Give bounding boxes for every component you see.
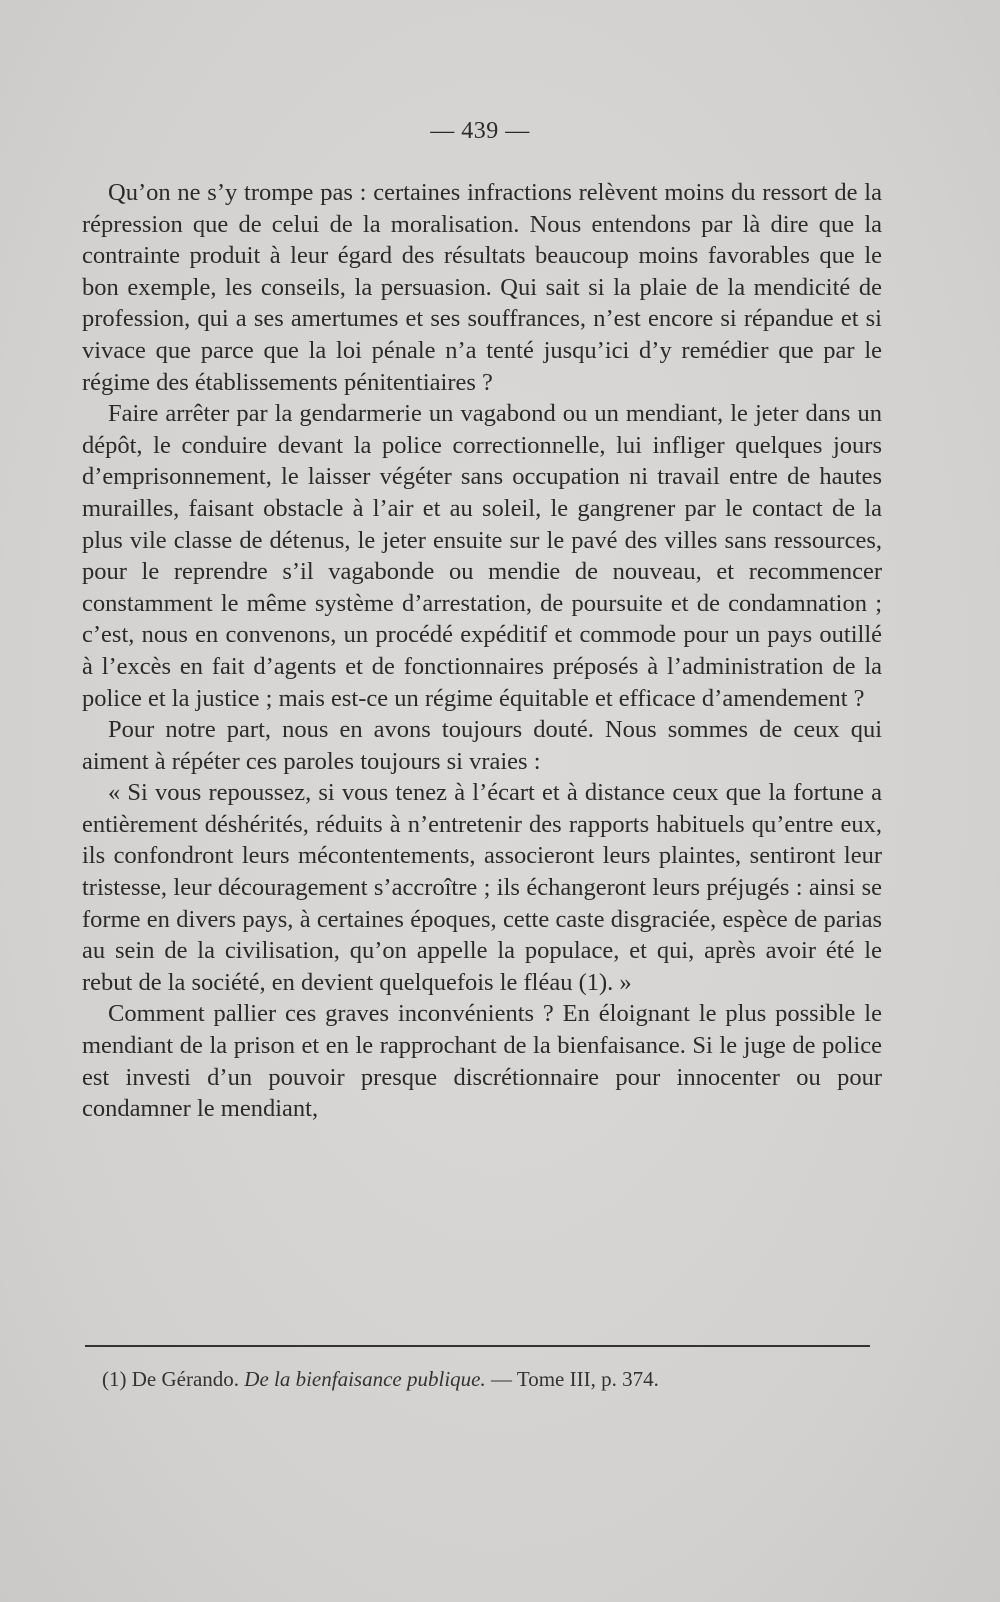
paragraph: Comment pallier ces graves inconvénients ? En éloignant le plus possible le mendiant de la prison et en le rapprochant de la bienfaisance. Si le juge de police est investi d’un pouvoir presque discrétionnaire pour innocenter ou pour condamner le mendiant, [82,1000,882,1123]
paragraph: Pour notre part, nous en avons toujours douté. Nous sommes de ceux qui aiment à répéter ces paroles toujours si vraies : [82,716,882,775]
footnote-title: De la bienfaisance publique. [244,1367,486,1391]
paragraph: Qu’on ne s’y trompe pas : certaines infractions relèvent moins du ressort de la répression que de celui de la moralisation. Nous entendons par là dire que la contrainte produit à leur égard des résultats beaucoup moins favorables que le bon exemple, les conseils, la persuasion. Qui sait si la plaie de la mendicité de profession, qui a ses amertumes et ses souffrances, n’est encore si répandue et si vivace que parce que la loi pénale n’a tenté jusqu’ici d’y remédier que par le régime des établissements pénitentiaires ? [82,179,882,396]
footnote-divider [85,1345,870,1347]
paragraph: Faire arrêter par la gendarmerie un vagabond ou un mendiant, le jeter dans un dépôt, le conduire devant la police correctionnelle, lui infliger quelques jours d’emprisonnement, le laisser végéter sans occupation ni travail entre de hautes murailles, faisant obstacle à l’air et au soleil, le gangrener par le contact de la plus vile classe de détenus, le jeter ensuite sur le pavé des villes sans ressources, pour le reprendre s’il vagabonde ou mendie de nouveau, et recommencer constamment le même système d’arrestation, de poursuite et de condamnation ; c’est, nous en convenons, un procédé expéditif et commode pour un pays outillé à l’excès en fait d’agents et de fonctionnaires préposés à l’administration de la police et la justice ; mais est-ce un régime équitable et efficace d’amendement ? [82,400,882,712]
footnote-reference: — Tome III, p. 374. [490,1367,659,1391]
footnote-marker: (1) De Gérando. [102,1367,240,1391]
body-text [82,177,882,1125]
footnote [102,1366,882,1392]
quotation-paragraph: « Si vous repoussez, si vous tenez à l’écart et à distance ceux que la fortune a entièrement déshérités, réduits à n’entretenir des rapports habituels qu’entre eux, ils confondront leurs mécontentements, associeront leurs plaintes, sentiront leur tristesse, leur découragement s’accroître ; ils échangeront leurs préjugés : ainsi se forme en divers pays, à certaines époques, cette caste disgraciée, espèce de parias au sein de la civilisation, qu’on appelle la populace, et qui, après avoir été le rebut de la société, en devient quelquefois le fléau (1). » [82,779,882,996]
page-number: — 439 — [430,118,530,144]
